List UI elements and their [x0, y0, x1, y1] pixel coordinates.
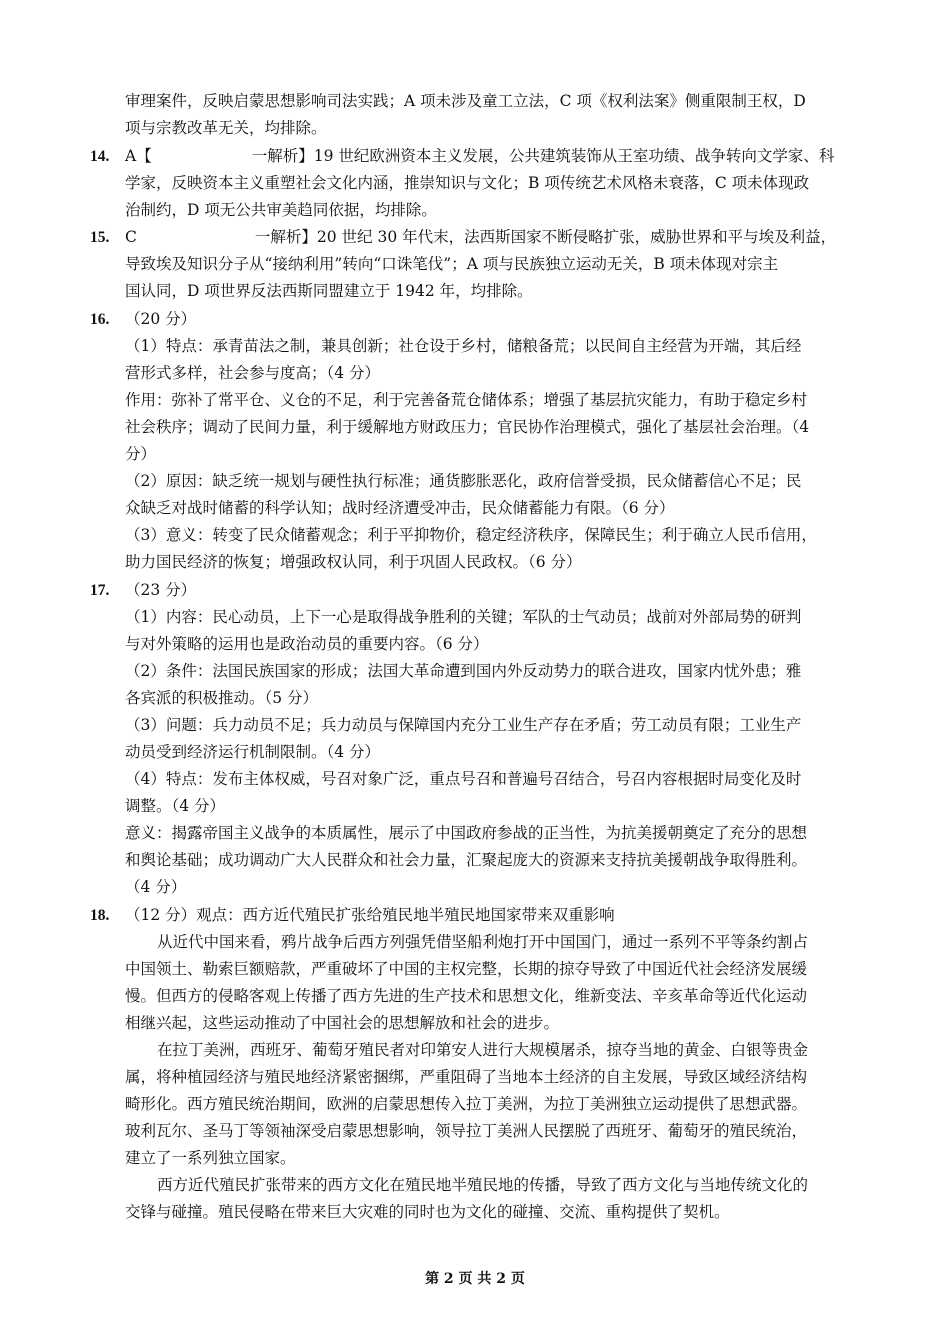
- text-line: 与对外策略的运用也是政治动员的重要内容。（6 分）: [125, 635, 489, 653]
- text-line: 畸形化。西方殖民统治期间，欧洲的启蒙思想传入拉丁美洲，为拉丁美洲独立运动提供了思想武器。: [125, 1095, 808, 1113]
- text-line: 分）: [125, 445, 157, 463]
- text-line: 治制约，D 项无公共审美趋同依据，均排除。: [125, 201, 437, 219]
- q14-answer: A【: [125, 147, 152, 165]
- text-line: 玻利瓦尔、圣马丁等领袖深受启蒙思想影响，领导拉丁美洲人民摆脱了西班牙、葡萄牙的殖民统治，: [125, 1122, 808, 1140]
- text-line: 建立了一系列独立国家。: [125, 1149, 296, 1167]
- text-line: 中国领土、勒索巨额赔款，严重破坏了中国的主权完整，长期的掠夺导致了中国近代社会经济发展缓: [125, 960, 808, 978]
- question-number-18: 18.: [90, 907, 110, 924]
- text-line: （4 分）: [125, 878, 187, 896]
- text-line: 慢。但西方的侵略客观上传播了西方先进的生产技术和思想文化，维新变法、辛亥革命等近代化运动: [125, 987, 808, 1005]
- text-line: 相继兴起，这些运动推动了中国社会的思想解放和社会的进步。: [125, 1014, 560, 1032]
- text-line: （1）特点：承青苗法之制，兼具创新；社仓设于乡村，储粮备荒；以民间自主经营为开端，其后经: [125, 337, 802, 355]
- q17-score: （23 分）: [125, 581, 197, 599]
- q15-answer-line: [125, 224, 860, 251]
- text-line: 从近代中国来看，鸦片战争后西方列强凭借坚船利炮打开中国国门，通过一系列不平等条约割占: [157, 933, 809, 951]
- text-line: （4）特点：发布主体权威，号召对象广泛，重点号召和普遍号召结合，号召内容根据时局变化及时: [125, 770, 802, 788]
- text-line: 助力国民经济的恢复；增强政权认同，利于巩固人民政权。（6 分）: [125, 553, 582, 571]
- page-footer: 第 2 页 共 2 页: [425, 1271, 525, 1287]
- question-number-16: 16.: [90, 311, 110, 328]
- q14-analysis: 一解析】19 世纪欧洲资本主义发展，公共建筑装饰从王室功绩、战争转向文学家、科: [251, 147, 835, 165]
- text-line: 审理案件，反映启蒙思想影响司法实践；A 项未涉及童工立法，C 项《权利法案》侧重限制王权，D: [125, 92, 806, 110]
- q15-analysis: 一解析】20 世纪 30 年代末，法西斯国家不断侵略扩张，威胁世界和平与埃及利益，: [254, 228, 837, 246]
- question-number-14: 14.: [90, 148, 110, 165]
- text-line: 意义：揭露帝国主义战争的本质属性，展示了中国政府参战的正当性，为抗美援朝奠定了充分的思想: [125, 824, 808, 842]
- q16-score: （20 分）: [125, 310, 197, 328]
- text-line: 调整。（4 分）: [125, 797, 226, 815]
- q14-answer-line: [125, 143, 860, 170]
- text-line: 在拉丁美洲，西班牙、葡萄牙殖民者对印第安人进行大规模屠杀，掠夺当地的黄金、白银等贵金: [157, 1041, 809, 1059]
- question-number-17: 17.: [90, 582, 110, 599]
- text-line: 国认同，D 项世界反法西斯同盟建立于 1942 年，均排除。: [125, 282, 533, 300]
- text-line: 和舆论基础；成功调动广大人民群众和社会力量，汇聚起庞大的资源来支持抗美援朝战争取得胜利。: [125, 851, 808, 869]
- question-number-15: 15.: [90, 229, 110, 246]
- text-line: （1）内容：民心动员，上下一心是取得战争胜利的关键；军队的士气动员；战前对外部局势的研判: [125, 608, 802, 626]
- text-line: （2）条件：法国民族国家的形成；法国大革命遭到国内外反动势力的联合进攻，国家内忧外患；雅: [125, 662, 802, 680]
- text-line: （3）问题：兵力动员不足；兵力动员与保障国内充分工业生产存在矛盾；劳工动员有限；工业生产: [125, 716, 802, 734]
- text-line: 作用：弥补了常平仓、义仓的不足，利于完善备荒仓储体系；增强了基层抗灾能力，有助于稳定乡村: [125, 391, 808, 409]
- text-line: （3）意义：转变了民众储蓄观念；利于平抑物价，稳定经济秩序，保障民生；利于确立人民币信用，: [125, 526, 817, 544]
- text-line: 交锋与碰撞。殖民侵略在带来巨大灾难的同时也为文化的碰撞、交流、重构提供了契机。: [125, 1203, 730, 1221]
- text-line: 项与宗教改革无关，均排除。: [125, 119, 327, 137]
- text-line: 各宾派的积极推动。（5 分）: [125, 689, 319, 707]
- q15-answer: C: [125, 228, 137, 246]
- text-line: 社会秩序；调动了民间力量，利于缓解地方财政压力；官民协作治理模式，强化了基层社会治理。（4: [125, 418, 810, 436]
- text-line: 属，将种植园经济与殖民地经济紧密捆绑，严重阻碍了当地本土经济的自主发展，导致区域经济结构: [125, 1068, 808, 1086]
- text-line: 动员受到经济运行机制限制。（4 分）: [125, 743, 381, 761]
- text-line: 导致埃及知识分子从“接纳利用”转向“口诛笔伐”；A 项与民族独立运动无关，B 项未体现对宗主: [125, 255, 779, 273]
- text-line: （2）原因：缺乏统一规划与硬性执行标准；通货膨胀恶化，政府信誉受损，民众储蓄信心不足；民: [125, 472, 802, 490]
- text-line: 学家，反映资本主义重塑社会文化内涵，推崇知识与文化；B 项传统艺术风格未衰落，C 项未体现政: [125, 174, 810, 192]
- q18-heading: （12 分）观点：西方近代殖民扩张给殖民地半殖民地国家带来双重影响: [125, 906, 615, 924]
- text-line: 营形式多样，社会参与度高；（4 分）: [125, 364, 381, 382]
- text-line: 西方近代殖民扩张带来的西方文化在殖民地半殖民地的传播，导致了西方文化与当地传统文化的: [157, 1176, 809, 1194]
- text-line: 众缺乏对战时储蓄的科学认知；战时经济遭受冲击，民众储蓄能力有限。（6 分）: [125, 499, 675, 517]
